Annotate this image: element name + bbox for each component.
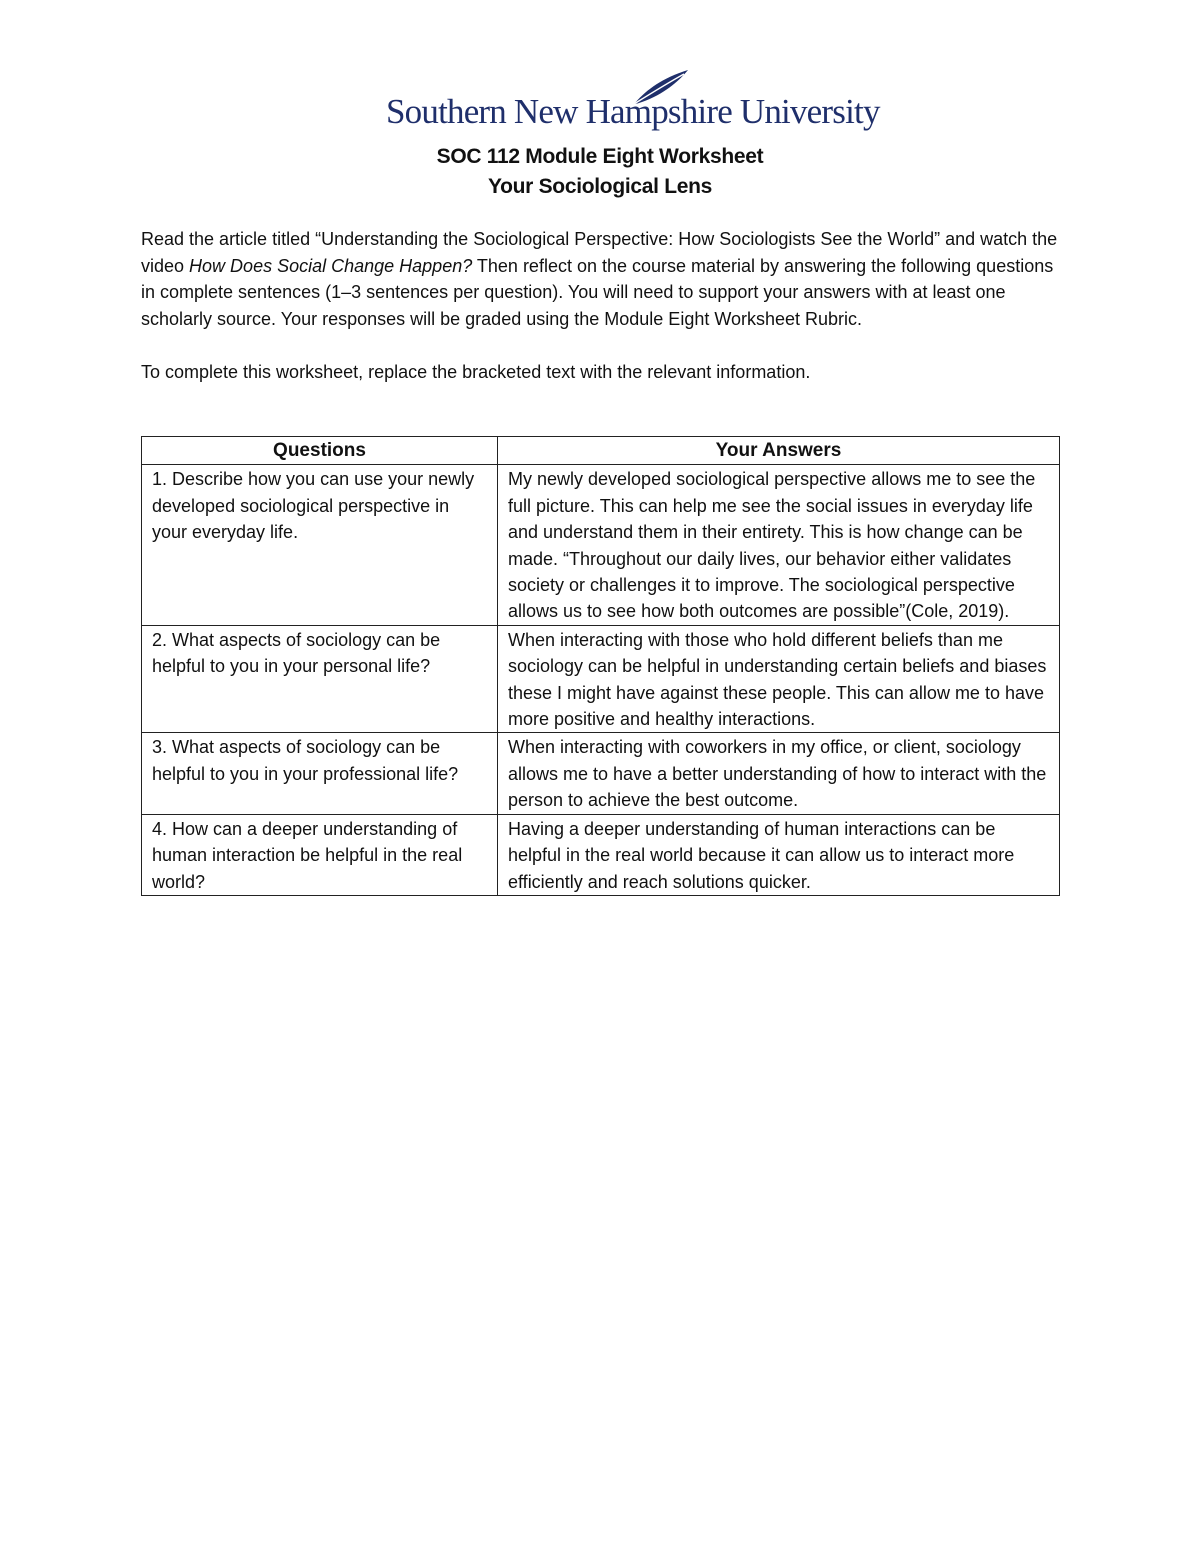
worksheet-table bbox=[141, 436, 1060, 896]
question-cell: 4. How can a deeper understanding of human interaction be helpful in the real world? bbox=[142, 814, 498, 895]
video-title: How Does Social Change Happen? bbox=[189, 255, 473, 276]
table-row bbox=[142, 625, 1060, 733]
instructions-paragraph bbox=[141, 226, 1061, 332]
question-cell: 3. What aspects of sociology can be helpful to you in your professional life? bbox=[142, 733, 498, 814]
answers-header: Your Answers bbox=[498, 437, 1060, 465]
instructions-text-start: Read the article titled “Understanding the Sociological Perspective: How Sociologists See the World” and watch the video bbox=[141, 229, 1058, 276]
table-row bbox=[142, 814, 1060, 895]
answer-cell[interactable]: When interacting with coworkers in my office, or client, sociology allows me to have a better understanding of how to interact with the person to achieve the best outcome. bbox=[498, 733, 1060, 814]
answer-cell[interactable]: Having a deeper understanding of human interactions can be helpful in the real world because it can allow us to interact more efficiently and reach solutions quicker. bbox=[498, 814, 1060, 895]
instructions bbox=[141, 226, 1061, 385]
answer-cell[interactable]: When interacting with those who hold different beliefs than me sociology can be helpful in understanding certain beliefs and biases these I might have against these people. This can allow me to have more positive and healthy interactions. bbox=[498, 625, 1060, 733]
university-logo bbox=[386, 68, 880, 138]
logo-wordmark: Southern New Hampshire University bbox=[386, 92, 880, 131]
page-subtitle: Your Sociological Lens bbox=[487, 175, 713, 198]
question-cell: 2. What aspects of sociology can be helpful to you in your personal life? bbox=[142, 625, 498, 733]
table-row bbox=[142, 733, 1060, 814]
answer-cell[interactable]: My newly developed sociological perspective allows me to see the full picture. This can help me see the social issues in everyday life and understand them in their entirety. This is how change can be made. “Throughout our daily lives, our behavior either validates society or challenges it to improve. The sociological perspective allows us to see how both outcomes are possible”(Cole, 2019). bbox=[498, 465, 1060, 625]
instructions-text-end: Then reflect on the course material by answering the following questions in complete sentences (1–3 sentences per question). You will need to support your answers with at least one scholarly source. Your responses will be graded using the Module Eight Worksheet Rubric. bbox=[141, 255, 1054, 329]
title-block bbox=[0, 142, 1200, 202]
table-row bbox=[142, 465, 1060, 625]
questions-header: Questions bbox=[142, 437, 498, 465]
table-header-row bbox=[142, 437, 1060, 465]
question-cell: 1. Describe how you can use your newly developed sociological perspective in your everyday life. bbox=[142, 465, 498, 625]
completion-note: To complete this worksheet, replace the bracketed text with the relevant information. bbox=[141, 361, 811, 382]
page-title: SOC 112 Module Eight Worksheet bbox=[436, 145, 764, 168]
